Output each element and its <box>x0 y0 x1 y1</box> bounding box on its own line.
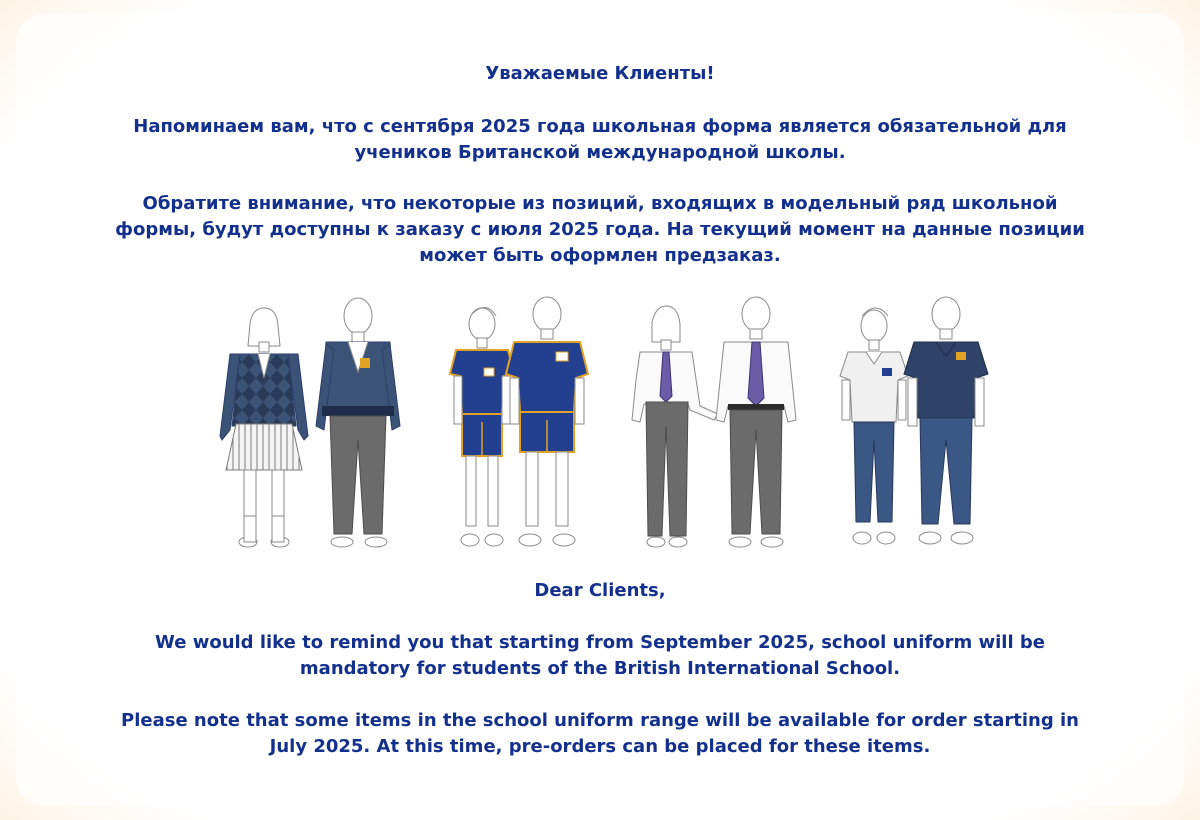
uniform-illustration <box>200 290 1000 560</box>
en-paragraph-2: Please note that some items in the school uniform range will be available for order starting in July 2025. At this time, pre-orders can be placed for these items. <box>121 710 1079 757</box>
ru-paragraph-2: Обратите внимание, что некоторые из позиций, входящих в модельный ряд школьной формы, будут доступны к заказу с июля 2025 года. На текущий момент на данные позиции может быть оформлен предзаказ. <box>115 193 1085 266</box>
figure-boy-polo <box>904 297 988 544</box>
en-greeting: Dear Clients, <box>534 580 666 601</box>
figure-boy-cardigan <box>316 298 400 547</box>
figure-girl-shirt-tie <box>632 306 718 547</box>
ru-paragraph-1: Напоминаем вам, что с сентября 2025 года школьная форма является обязательной для учеников Британской международной школы. <box>133 116 1067 163</box>
figure-girl-polo <box>840 308 908 544</box>
en-paragraph-1: We would like to remind you that starting from September 2025, school uniform will be mandatory for students of the British International School. <box>155 632 1045 679</box>
ru-greeting: Уважаемые Клиенты! <box>485 63 715 84</box>
figure-boy-pe-kit <box>506 297 588 546</box>
figure-boy-shirt-tie <box>716 297 796 547</box>
figure-girl-pe-kit <box>450 307 514 546</box>
figure-girl-cardigan <box>220 308 308 547</box>
